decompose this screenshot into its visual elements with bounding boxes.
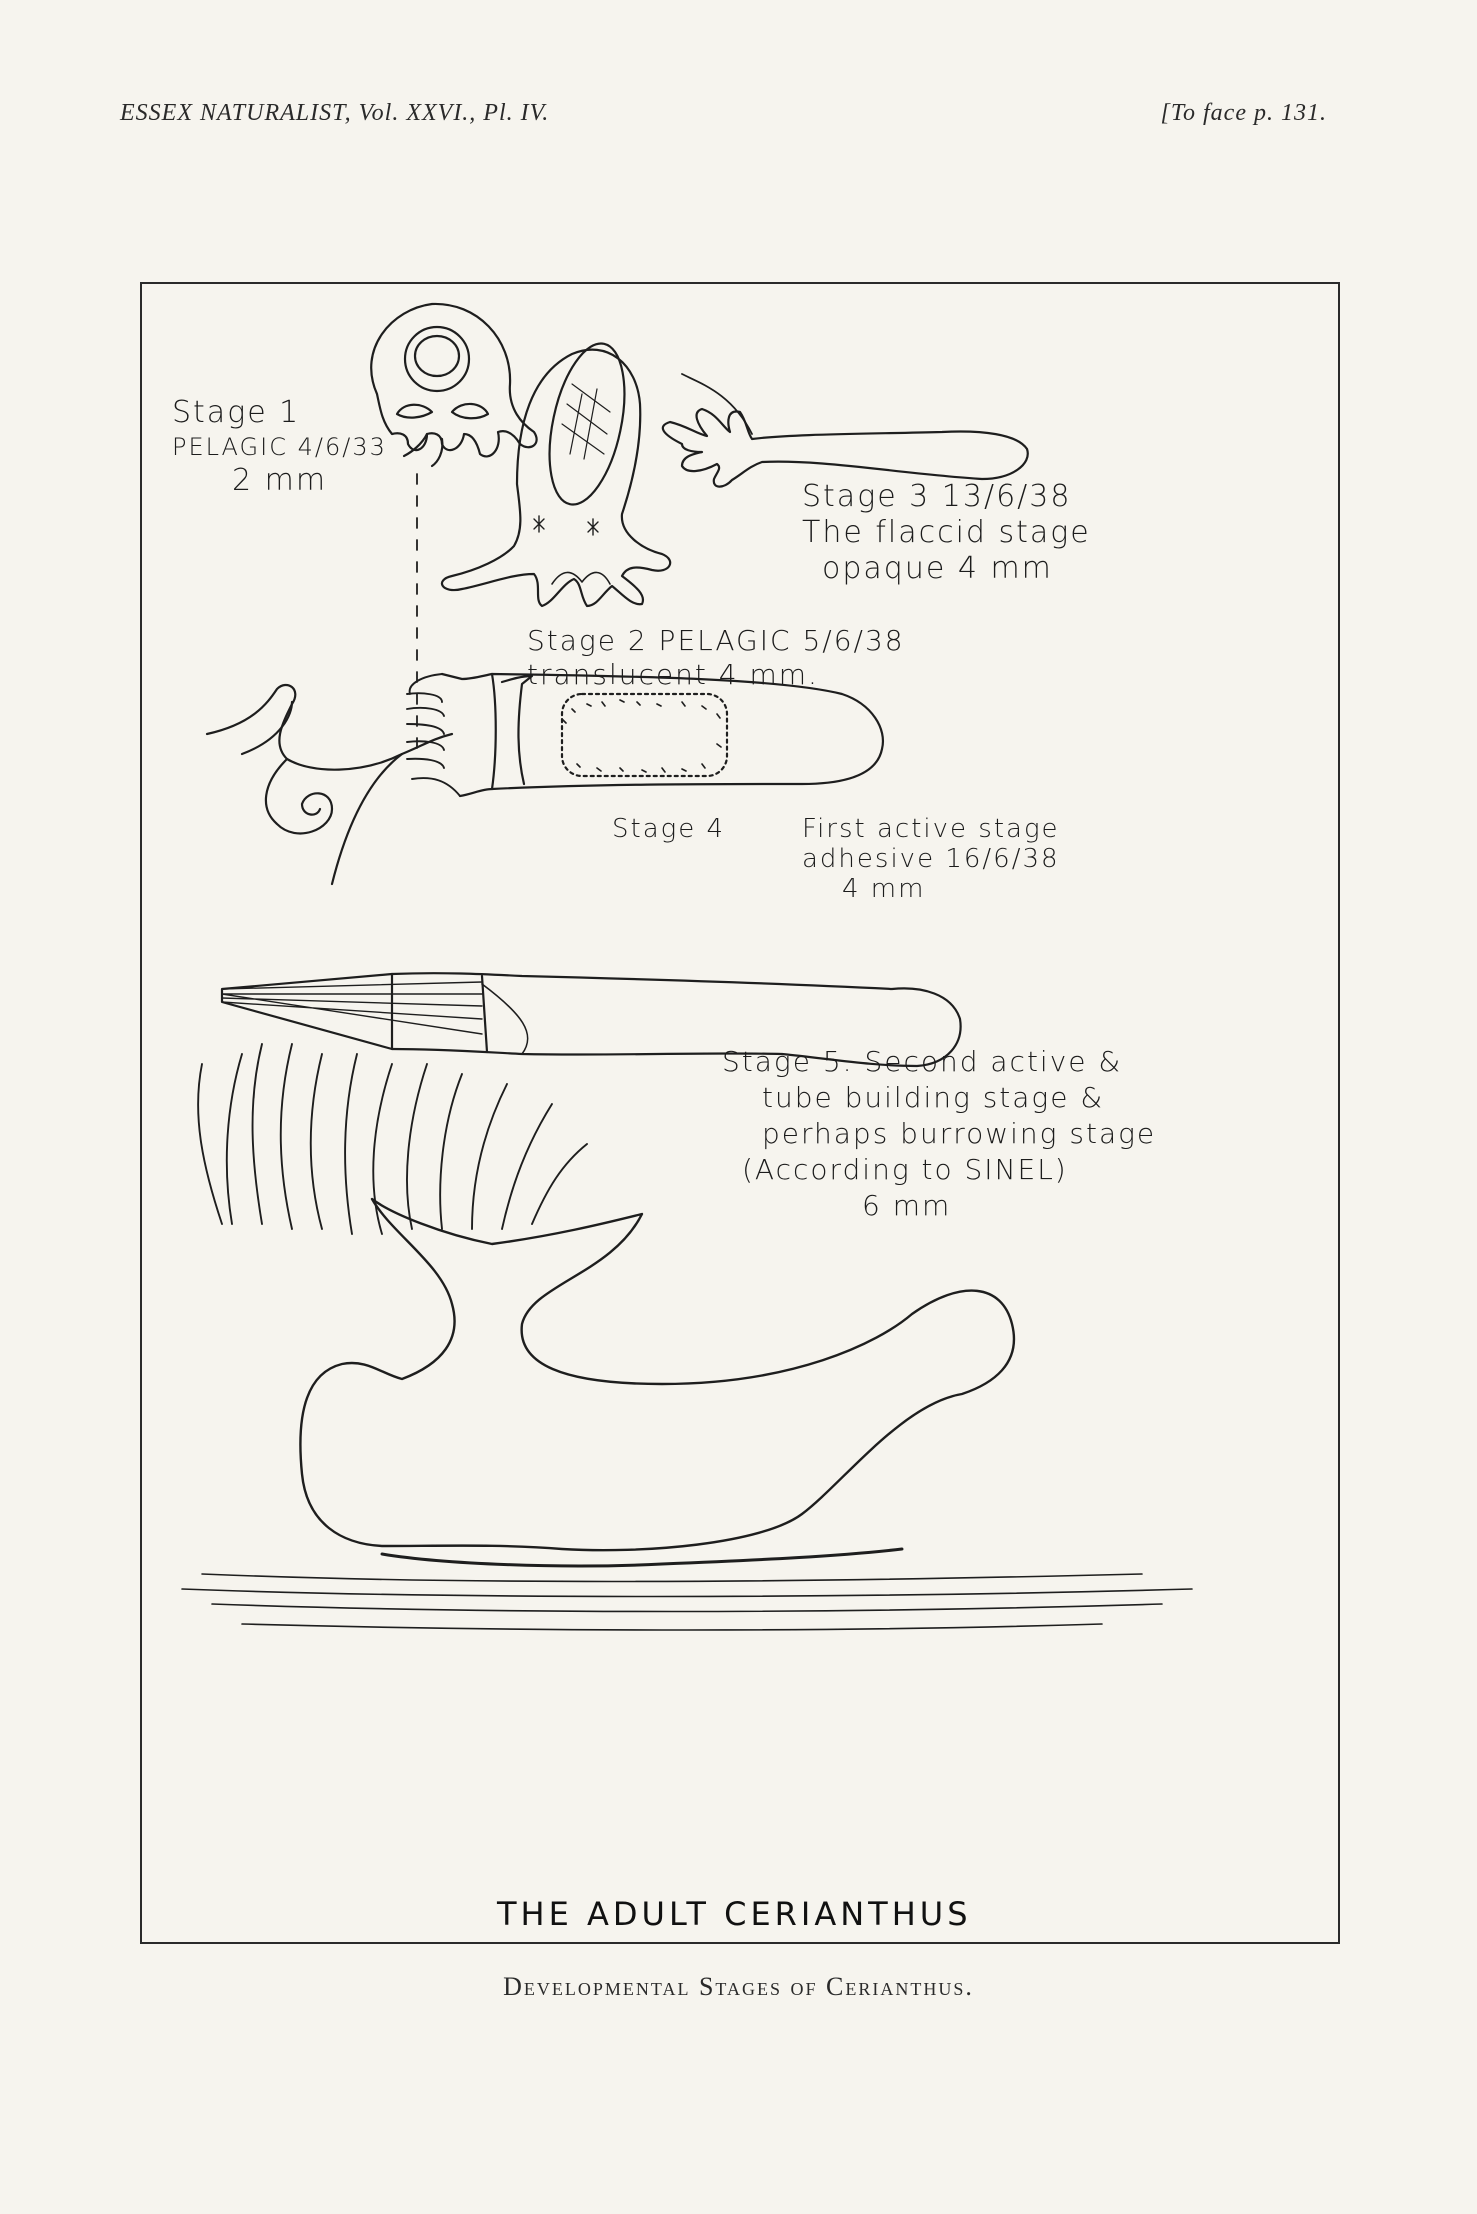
stage3-label-line2: The flaccid stage xyxy=(802,515,1091,550)
stage5-label-line3: perhaps burrowing stage xyxy=(762,1117,1157,1150)
stage4-label-line2: First active stage xyxy=(802,814,1060,844)
plate-caption: Developmental Stages of Cerianthus. xyxy=(503,1972,974,2001)
stage1-lower-larva-drawing xyxy=(207,685,452,884)
header-journal-title: ESSEX NATURALIST, Vol. XXVI., Pl. IV. xyxy=(120,100,550,126)
stage3-larva-drawing xyxy=(663,374,1028,487)
stage1-label xyxy=(172,396,387,498)
stage1-larva-drawing xyxy=(371,304,536,466)
plate-frame xyxy=(140,282,1340,1944)
stage1-label-line1: Stage 1 xyxy=(172,395,301,430)
stage4-larva-drawing xyxy=(407,674,883,796)
adult-cerianthus-title: THE ADULT CERIANTHUS xyxy=(497,1895,972,1933)
running-header xyxy=(120,100,1327,140)
stage1-label-line3: 2 mm xyxy=(232,463,328,498)
stage1-label-line2: PELAGIC 4/6/33 xyxy=(172,433,387,461)
stage4-label-line4: 4 mm xyxy=(842,874,926,904)
stage5-label-line5: 6 mm xyxy=(862,1189,952,1222)
stage5-label-line4: (According to SINEL) xyxy=(742,1153,1068,1186)
stage5-label xyxy=(722,1044,1156,1224)
stage3-label xyxy=(802,479,1091,587)
stage3-label-line1: Stage 3 13/6/38 xyxy=(802,479,1072,514)
header-page-reference: [To face p. 131. xyxy=(1160,100,1327,126)
stage4-label-line3: adhesive 16/6/38 xyxy=(802,844,1060,874)
stage4-label-line1: Stage 4 xyxy=(612,814,726,844)
stage2-larva-drawing xyxy=(442,337,670,606)
stage3-label-line3: opaque 4 mm xyxy=(822,551,1053,586)
stage5-label-line1: Stage 5. Second active & xyxy=(722,1045,1123,1078)
stage2-label-line1: Stage 2 PELAGIC 5/6/38 xyxy=(527,624,905,657)
stage5-label-line2: tube building stage & xyxy=(762,1081,1105,1114)
stage2-label-line2: translucent 4 mm. xyxy=(527,658,819,691)
stage4-label xyxy=(612,814,1060,904)
stage2-label xyxy=(527,624,905,692)
